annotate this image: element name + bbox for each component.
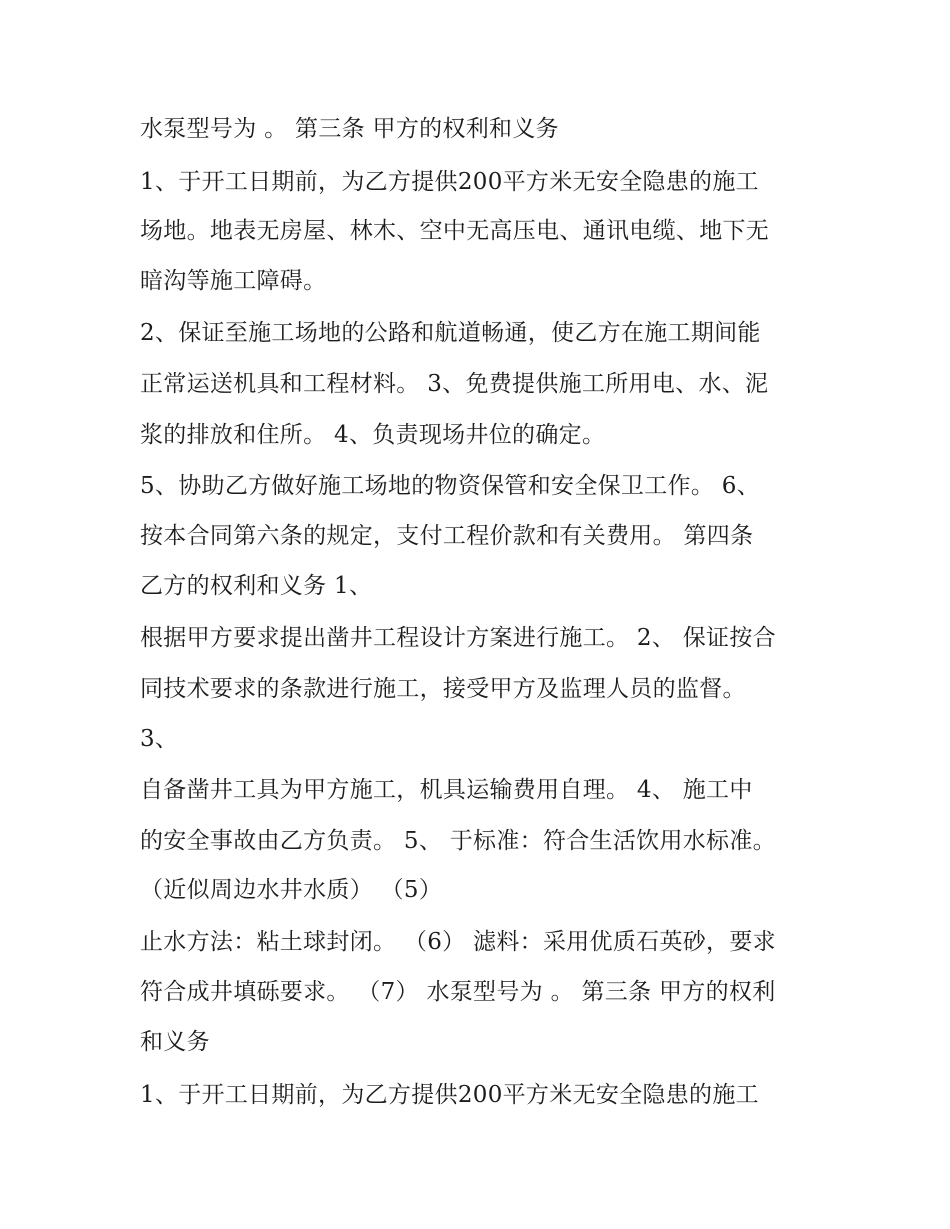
text-line: 根据甲方要求提出凿井工程设计方案进行施工。 2、 保证按合 bbox=[140, 625, 776, 651]
text-line: 按本合同第六条的规定，支付工程价款和有关费用。 第四条 bbox=[140, 523, 754, 549]
text-line: 浆的排放和住所。 4、负责现场井位的确定。 bbox=[140, 422, 606, 448]
text-line: 3、 bbox=[140, 726, 179, 752]
text-line: 同技术要求的条款进行施工，接受甲方及监理人员的监督。 bbox=[140, 676, 746, 702]
text-line: 符合成井填砾要求。 （7） 水泵型号为 。 第三条 甲方的权利 bbox=[140, 979, 776, 1005]
text-line: 2、保证至施工场地的公路和航道畅通，使乙方在施工期间能 bbox=[140, 320, 761, 346]
text-line: 1、于开工日期前，为乙方提供200平方米无安全隐患的施工 bbox=[140, 169, 759, 195]
text-line: 1、于开工日期前，为乙方提供200平方米无安全隐患的施工 bbox=[140, 1082, 759, 1108]
text-line: 乙方的权利和义务 1、 bbox=[140, 573, 373, 599]
text-line: 暗沟等施工障碍。 bbox=[140, 268, 327, 294]
text-line: 5、协助乙方做好施工场地的物资保管和安全保卫工作。 6、 bbox=[140, 473, 760, 499]
text-line: 止水方法：粘土球封闭。 （6） 滤料：采用优质石英砂，要求 bbox=[140, 929, 776, 955]
text-line: 的安全事故由乙方负责。 5、 于标准：符合生活饮用水标准。 bbox=[140, 828, 776, 854]
text-line: 水泵型号为 。 第三条 甲方的权利和义务 bbox=[140, 116, 559, 142]
text-line: 正常运送机具和工程材料。 3、免费提供施工所用电、水、泥 bbox=[140, 371, 769, 397]
text-line: 场地。地表无房屋、林木、空中无高压电、通讯电缆、地下无 bbox=[140, 218, 770, 244]
text-line: 和义务 bbox=[140, 1029, 210, 1055]
text-line: 自备凿井工具为甲方施工，机具运输费用自理。 4、 施工中 bbox=[140, 777, 753, 803]
text-line: （近似周边水井水质） （5） bbox=[140, 877, 443, 903]
